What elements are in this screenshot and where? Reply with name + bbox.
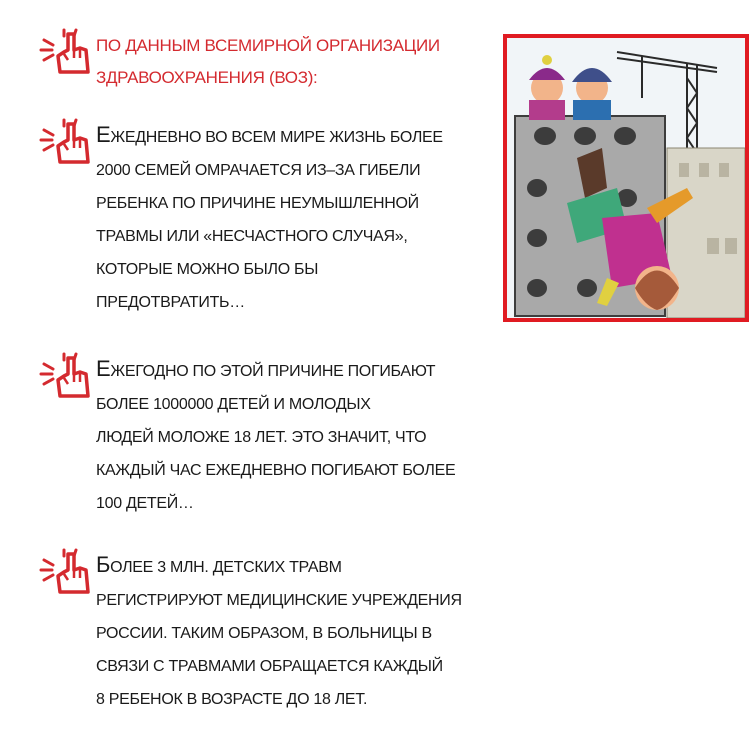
lead-letter: Б (96, 552, 111, 577)
hand-index-finger-icon (38, 118, 94, 166)
illustration-frame (503, 34, 749, 322)
intro-block (38, 28, 488, 98)
lead-letter: Е (96, 356, 111, 381)
intro-line: ПО ДАННЫМ ВСЕМИРНОЙ ОРГАНИЗАЦИИ (96, 36, 440, 55)
fact-line: РЕГИСТРИРУЮТ МЕДИЦИНСКИЕ УЧРЕЖДЕНИЯ (96, 592, 462, 609)
fact-line: ЕЖЕДНЕВНО ВО ВСЕМ МИРЕ ЖИЗНЬ БОЛЕЕ (96, 122, 443, 147)
fact-line: БОЛЕЕ 1000000 ДЕТЕЙ И МОЛОДЫХ (96, 396, 371, 413)
fact-line: ЕЖЕГОДНО ПО ЭТОЙ ПРИЧИНЕ ПОГИБАЮТ (96, 356, 436, 381)
intro-text (96, 30, 488, 94)
fact-line: 2000 СЕМЕЙ ОМРАЧАЕТСЯ ИЗ–ЗА ГИБЕЛИ (96, 162, 421, 179)
fact-line: 100 ДЕТЕЙ… (96, 495, 194, 512)
fact-line: 8 РЕБЕНОК В ВОЗРАСТЕ ДО 18 ЛЕТ. (96, 691, 368, 708)
fact-block-daily (38, 118, 488, 328)
hand-index-finger-icon (38, 352, 94, 400)
fact-line: ПРЕДОТВРАТИТЬ… (96, 294, 245, 311)
fact-line: КОТОРЫЕ МОЖНО БЫЛО БЫ (96, 261, 319, 278)
hand-index-finger-icon (38, 548, 94, 596)
fact-line: ЛЮДЕЙ МОЛОЖЕ 18 ЛЕТ. ЭТО ЗНАЧИТ, ЧТО (96, 429, 427, 446)
fact-block-russia (38, 548, 488, 718)
fact-line: КАЖДЫЙ ЧАС ЕЖЕДНЕВНО ПОГИБАЮТ БОЛЕЕ (96, 462, 456, 479)
lead-letter: Е (96, 122, 111, 147)
intro-line: ЗДРАВООХРАНЕНИЯ (ВОЗ): (96, 68, 318, 87)
fact-block-yearly (38, 352, 488, 522)
hand-index-finger-icon (38, 28, 94, 76)
child-falling-illustration (507, 38, 745, 318)
fact-line: СВЯЗИ С ТРАВМАМИ ОБРАЩАЕТСЯ КАЖДЫЙ (96, 658, 443, 675)
fact-line: РЕБЕНКА ПО ПРИЧИНЕ НЕУМЫШЛЕННОЙ (96, 195, 419, 212)
fact-text (96, 118, 488, 319)
fact-line: БОЛЕЕ 3 МЛН. ДЕТСКИХ ТРАВМ (96, 552, 342, 577)
fact-text (96, 352, 488, 520)
fact-line: РОССИИ. ТАКИМ ОБРАЗОМ, В БОЛЬНИЦЫ В (96, 625, 432, 642)
fact-text (96, 548, 488, 716)
fact-line: ТРАВМЫ ИЛИ «НЕСЧАСТНОГО СЛУЧАЯ», (96, 228, 408, 245)
